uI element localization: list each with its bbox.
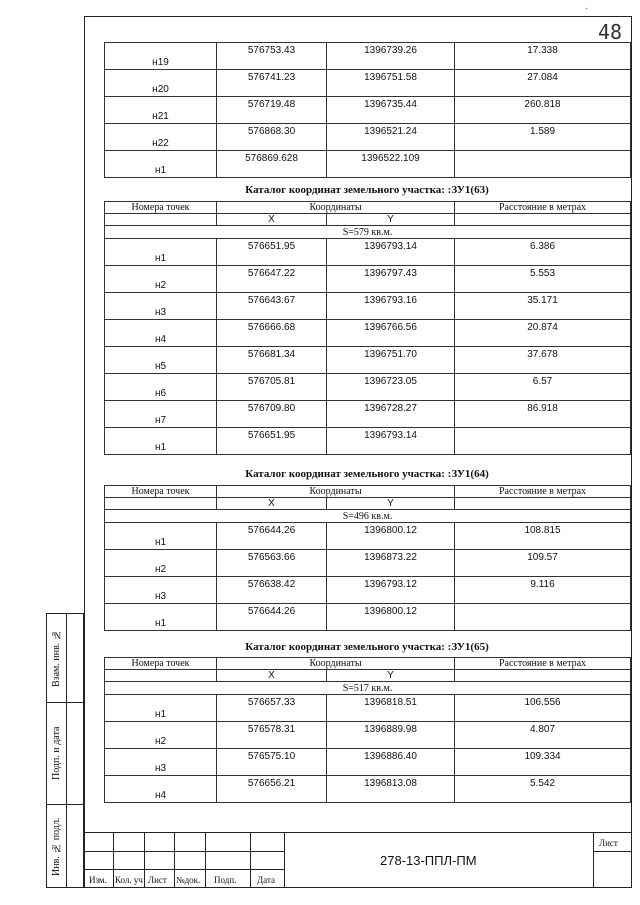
header-points: Номера точек [105,658,217,670]
header-points: Номера точек [105,486,217,498]
header-distance: Расстояние в метрах [455,202,631,214]
table-row [105,266,631,293]
tb-kol: Кол. уч [115,875,143,885]
area-value: S=517 кв.м. [105,682,631,695]
catalog-title-65: Каталог координат земельного участка: :ЗУ1(65) [245,641,489,653]
distance-cell: 108.815 [455,523,631,550]
point-number-cell: н4 [105,320,217,347]
catalog-table-65 [104,657,631,803]
x-coordinate-cell: 576638.42 [217,577,327,604]
header-coordinates: Координаты [217,658,455,670]
table-row [105,749,631,776]
point-number-cell: н19 [105,43,217,70]
y-coordinate-cell: 1396800.12 [327,523,455,550]
page-number: 48 [598,20,623,44]
stamp-vzam-label: Взам. инв. № [51,629,62,687]
stamp-podp-label: Подп. и дата [51,726,62,780]
subheader-row [105,214,631,226]
area-value: S=496 кв.м. [105,510,631,523]
table-row [105,293,631,320]
x-coordinate-cell: 576869.628 [217,151,327,178]
subheader-empty [105,670,217,682]
header-x: X [217,498,327,510]
y-coordinate-cell: 1396800.12 [327,604,455,631]
point-number-cell: н3 [105,577,217,604]
distance-cell [455,428,631,455]
point-number-cell: н7 [105,401,217,428]
tb-hline [593,851,632,852]
side-stamp [46,613,84,888]
x-coordinate-cell: 576643.67 [217,293,327,320]
y-coordinate-cell: 1396889.98 [327,722,455,749]
subheader-row [105,670,631,682]
header-x: X [217,214,327,226]
y-coordinate-cell: 1396793.12 [327,577,455,604]
tb-ndok: №док. [176,875,201,885]
header-row [105,486,631,498]
header-row [105,658,631,670]
header-coordinates: Координаты [217,202,455,214]
table-row [105,722,631,749]
distance-cell: 5.542 [455,776,631,803]
point-number-cell: н3 [105,749,217,776]
x-coordinate-cell: 576575.10 [217,749,327,776]
distance-cell: 17.338 [455,43,631,70]
distance-cell: 20.874 [455,320,631,347]
tb-vline [174,832,175,888]
x-coordinate-cell: 576719.48 [217,97,327,124]
top-mark: · [585,4,589,15]
tb-sheet-label: Лист [599,838,618,848]
table-row [105,43,631,70]
table-row [105,151,631,178]
y-coordinate-cell: 1396739.26 [327,43,455,70]
tb-vline [113,832,114,888]
table-row [105,523,631,550]
y-coordinate-cell: 1396521.24 [327,124,455,151]
subheader-empty [105,498,217,510]
tb-data: Дата [257,875,275,885]
y-coordinate-cell: 1396751.70 [327,347,455,374]
catalog-title-63: Каталог координат земельного участка: :ЗУ1(63) [245,184,489,196]
tb-vline [593,832,594,888]
y-coordinate-cell: 1396813.08 [327,776,455,803]
table-row [105,695,631,722]
point-number-cell: н1 [105,523,217,550]
table-row [105,604,631,631]
y-coordinate-cell: 1396766.56 [327,320,455,347]
distance-cell: 6.57 [455,374,631,401]
x-coordinate-cell: 576578.31 [217,722,327,749]
point-number-cell: н1 [105,151,217,178]
x-coordinate-cell: 576753.43 [217,43,327,70]
table-row [105,97,631,124]
y-coordinate-cell: 1396797.43 [327,266,455,293]
point-number-cell: н1 [105,604,217,631]
area-row [105,682,631,695]
continuation-table [104,42,631,178]
tb-vline [205,832,206,888]
table-row [105,70,631,97]
y-coordinate-cell: 1396522.109 [327,151,455,178]
x-coordinate-cell: 576681.34 [217,347,327,374]
table-row [105,550,631,577]
header-distance: Расстояние в метрах [455,658,631,670]
point-number-cell: н2 [105,722,217,749]
x-coordinate-cell: 576657.33 [217,695,327,722]
catalog-table-64 [104,485,631,631]
point-number-cell: н2 [105,266,217,293]
point-number-cell: н2 [105,550,217,577]
x-coordinate-cell: 576563.66 [217,550,327,577]
y-coordinate-cell: 1396723.05 [327,374,455,401]
table-row [105,374,631,401]
distance-cell: 106.556 [455,695,631,722]
tb-hline [84,869,284,870]
distance-cell [455,604,631,631]
distance-cell: 4.807 [455,722,631,749]
distance-cell: 86.918 [455,401,631,428]
y-coordinate-cell: 1396793.16 [327,293,455,320]
y-coordinate-cell: 1396886.40 [327,749,455,776]
x-coordinate-cell: 576651.95 [217,428,327,455]
y-coordinate-cell: 1396735.44 [327,97,455,124]
header-coordinates: Координаты [217,486,455,498]
header-points: Номера точек [105,202,217,214]
subheader-row [105,498,631,510]
stamp-inv-label: Инв. № подл. [51,817,62,876]
distance-cell: 109.57 [455,550,631,577]
point-number-cell: н6 [105,374,217,401]
x-coordinate-cell: 576651.95 [217,239,327,266]
distance-cell: 5.553 [455,266,631,293]
table-row [105,239,631,266]
catalog-table-63 [104,201,631,455]
x-coordinate-cell: 576644.26 [217,523,327,550]
subheader-empty [455,670,631,682]
distance-cell [455,151,631,178]
point-number-cell: н20 [105,70,217,97]
point-number-cell: н22 [105,124,217,151]
table-row [105,401,631,428]
subheader-empty [455,214,631,226]
point-number-cell: н1 [105,239,217,266]
header-y: Y [327,498,455,510]
point-number-cell: н1 [105,695,217,722]
point-number-cell: н1 [105,428,217,455]
area-row [105,226,631,239]
table-row [105,124,631,151]
distance-cell: 6.386 [455,239,631,266]
x-coordinate-cell: 576647.22 [217,266,327,293]
x-coordinate-cell: 576709.80 [217,401,327,428]
document-number: 278-13-ППЛ-ПМ [380,853,477,868]
x-coordinate-cell: 576705.81 [217,374,327,401]
y-coordinate-cell: 1396873.22 [327,550,455,577]
tb-vline [284,832,285,888]
tb-izm: Изм. [89,875,107,885]
subheader-empty [455,498,631,510]
distance-cell: 1.589 [455,124,631,151]
tb-vline [250,832,251,888]
x-coordinate-cell: 576656.21 [217,776,327,803]
point-number-cell: н21 [105,97,217,124]
y-coordinate-cell: 1396793.14 [327,239,455,266]
tb-hline [84,851,284,852]
distance-cell: 9.116 [455,577,631,604]
distance-cell: 27.084 [455,70,631,97]
table-row [105,347,631,374]
header-y: Y [327,670,455,682]
y-coordinate-cell: 1396818.51 [327,695,455,722]
header-row [105,202,631,214]
point-number-cell: н4 [105,776,217,803]
tb-podp: Подп. [214,875,237,885]
catalog-title-64: Каталог координат земельного участка: :ЗУ1(64) [245,468,489,480]
tb-vline [144,832,145,888]
distance-cell: 37.678 [455,347,631,374]
y-coordinate-cell: 1396793.14 [327,428,455,455]
area-value: S=579 кв.м. [105,226,631,239]
tb-list: Лист [148,875,167,885]
distance-cell: 260.818 [455,97,631,124]
distance-cell: 109.334 [455,749,631,776]
table-row [105,428,631,455]
y-coordinate-cell: 1396751.58 [327,70,455,97]
point-number-cell: н3 [105,293,217,320]
point-number-cell: н5 [105,347,217,374]
subheader-empty [105,214,217,226]
x-coordinate-cell: 576644.26 [217,604,327,631]
x-coordinate-cell: 576666.68 [217,320,327,347]
header-distance: Расстояние в метрах [455,486,631,498]
table-row [105,320,631,347]
x-coordinate-cell: 576868.30 [217,124,327,151]
y-coordinate-cell: 1396728.27 [327,401,455,428]
area-row [105,510,631,523]
x-coordinate-cell: 576741.23 [217,70,327,97]
distance-cell: 35.171 [455,293,631,320]
header-x: X [217,670,327,682]
table-row [105,577,631,604]
table-row [105,776,631,803]
header-y: Y [327,214,455,226]
